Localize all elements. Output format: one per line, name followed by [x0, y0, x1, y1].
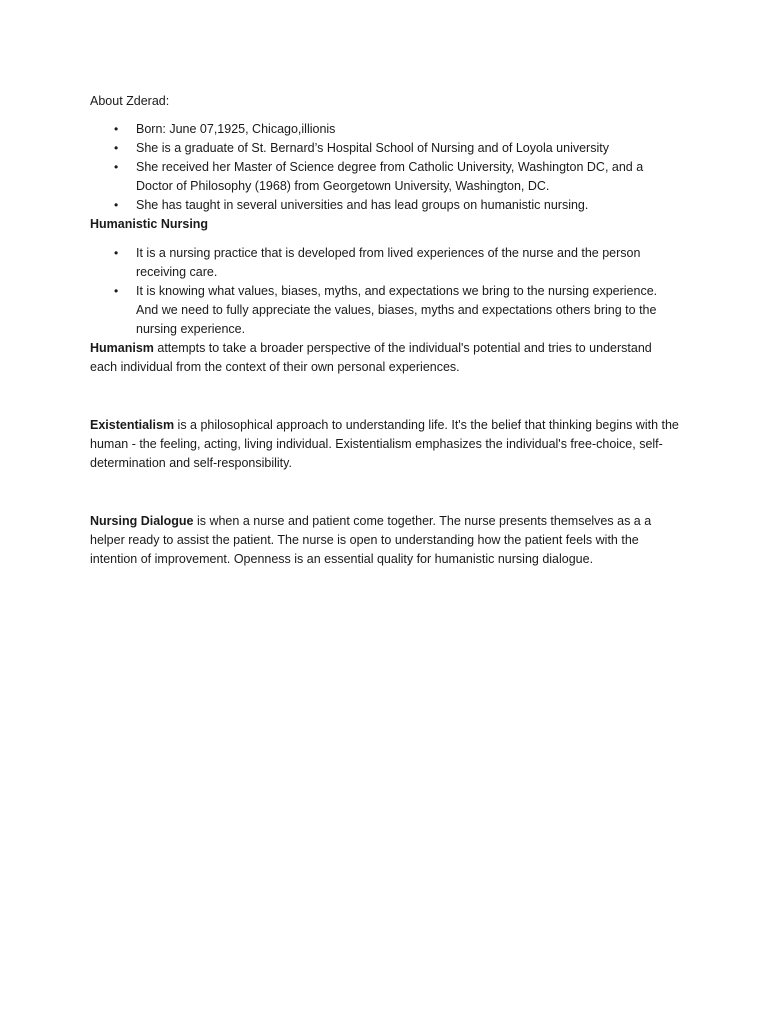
list-item [90, 120, 680, 139]
nursing-dialogue-term: Nursing Dialogue [90, 514, 194, 528]
list-item-text: Born: June 07,1925, Chicago,illionis [136, 122, 336, 136]
existentialism-term: Existentialism [90, 418, 175, 432]
nursing-dialogue-paragraph [90, 512, 680, 569]
bullet-icon: • [114, 122, 119, 136]
list-item [90, 196, 680, 215]
list-item [90, 282, 680, 339]
humanism-paragraph [90, 339, 680, 377]
list-item-text: It is knowing what values, biases, myths, and expectations we bring to the nursing experience. And we need to fully appreciate the values, biases, myths and expectations others bring to the nursing experience. [136, 284, 658, 336]
bullet-icon: • [114, 141, 119, 155]
humanistic-nursing-list [90, 244, 680, 339]
bullet-icon: • [114, 284, 119, 298]
nursing-dialogue-text: is when a nurse and patient come together. The nurse presents themselves as a a helper ready to assist the patient. The nurse is open to understanding how the patient feels with the intention of improvement. Openness is an essential quality for humanistic nursing dialogue. [90, 514, 652, 566]
list-item [90, 244, 680, 282]
bullet-icon: • [114, 246, 119, 260]
list-item-text: It is a nursing practice that is developed from lived experiences of the nurse and the person receiving care. [136, 246, 641, 279]
list-item-text: She is a graduate of St. Bernard’s Hospital School of Nursing and of Loyola university [136, 141, 609, 155]
humanism-term: Humanism [90, 341, 154, 355]
about-list [90, 120, 680, 215]
humanistic-nursing-heading: Humanistic Nursing [90, 217, 209, 231]
list-item-text: She received her Master of Science degree from Catholic University, Washington DC, and a Doctor of Philosophy (1968) from Georgetown University, Washington, DC. [136, 160, 644, 193]
humanism-text: attempts to take a broader perspective of the individual's potential and tries to understand each individual from the context of their own personal experiences. [90, 341, 652, 374]
bullet-icon: • [114, 160, 119, 174]
list-item [90, 158, 680, 196]
about-heading: About Zderad: [90, 94, 170, 108]
list-item [90, 139, 680, 158]
existentialism-text: is a philosophical approach to understanding life. It's the belief that thinking begins with the human - the feeling, acting, living individual. Existentialism emphasizes the individual's free-choice, self-determination and self-responsibility. [90, 418, 679, 470]
existentialism-paragraph [90, 416, 680, 473]
list-item-text: She has taught in several universities and has lead groups on humanistic nursing. [136, 198, 589, 212]
document-body [90, 92, 680, 608]
bullet-icon: • [114, 198, 119, 212]
